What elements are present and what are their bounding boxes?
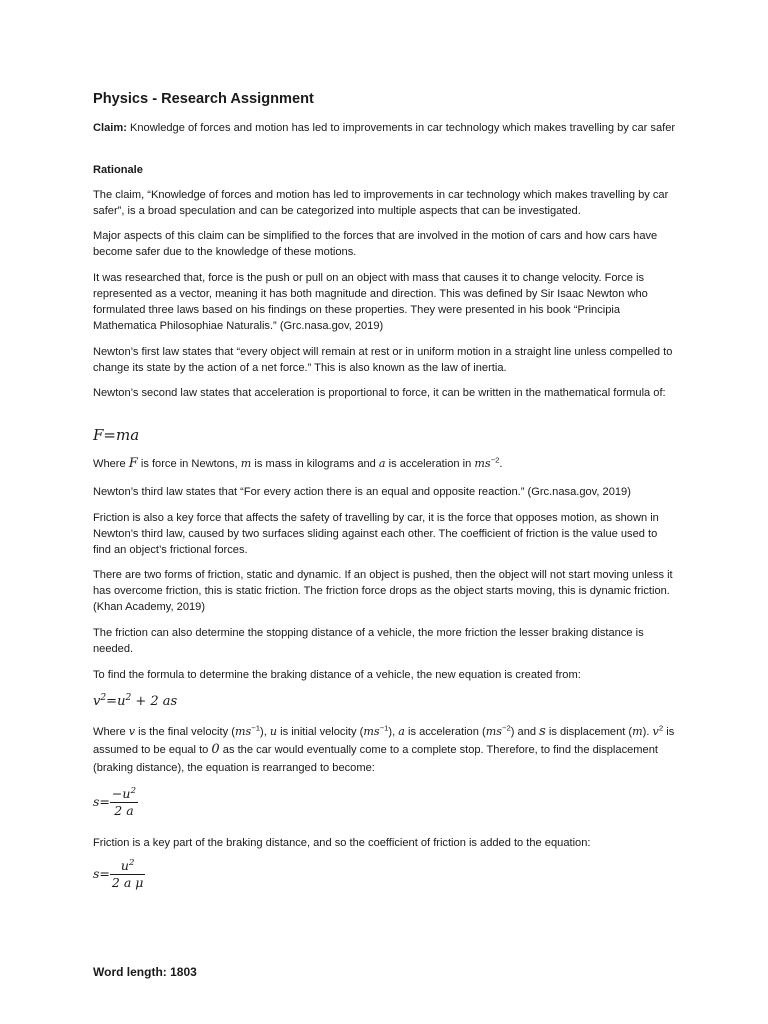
claim-text: Knowledge of forces and motion has led to improvements in car technology which makes travelling by car safer bbox=[126, 122, 676, 134]
paragraph-4: Newton’s first law states that “every object will remain at rest or in uniform motion in a straight line unless compelled to change its state by the action of a net force.” This is also known as the law of inertia. bbox=[93, 346, 673, 374]
paragraph-12: Where v is the final velocity $(ms^{-1})$, u is initial velocity $(ms^{-1})$, a is acceleration $(ms^{-2})$ and s is displacement (m). $v^2$ is assumed to be equal to 0 as the car would eventually come to a complete stop. Therefore, to find the displacement (braking distance), the equation is rearranged to become: bbox=[93, 723, 675, 774]
equation-s-friction: s= $\frac{u^2}{\text{2 a μ}}$ bbox=[93, 858, 144, 890]
equation-v-squared: $v^2=u^2 + 2$ as bbox=[93, 693, 178, 709]
paragraph-1: The claim, “Knowledge of forces and motion has led to improvements in car technology which makes travelling by car safer”, is a broad speculation and can be categorized into multiple aspects that can be investigated. bbox=[93, 189, 669, 217]
word-length: Word length: 1803 bbox=[93, 965, 197, 979]
paragraph-5: Newton’s second law states that acceleration is proportional to force, it can be written in the mathematical formula of: bbox=[93, 387, 666, 399]
paragraph-2: Major aspects of this claim can be simplified to the forces that are involved in the motion of cars and how cars have become safer due to the knowledge of these motions. bbox=[93, 230, 658, 258]
paragraph-8: Friction is also a key force that affects the safety of travelling by car, it is the force that opposes motion, as shown in Newton’s third law, caused by two surfaces sliding against each other. The coefficient of friction is the value used to find an object’s frictional forces. bbox=[93, 512, 659, 556]
equation-f-ma: F=ma bbox=[93, 426, 140, 444]
paragraph-13: Friction is a key part of the braking distance, and so the coefficient of friction is added to the equation: bbox=[93, 837, 591, 849]
paragraph-7: Newton’s third law states that “For every action there is an equal and opposite reaction.” (Grc.nasa.gov, 2019) bbox=[93, 486, 631, 498]
paragraph-6: Where F is force in Newtons, m is mass in kilograms and a is acceleration in $ms^{-2}$. bbox=[93, 455, 503, 471]
claim-label: Claim: bbox=[93, 122, 127, 134]
document-title: Physics - Research Assignment bbox=[93, 91, 314, 107]
equation-s-displacement: s= $\frac{-u^2}{2 a}$ bbox=[93, 786, 137, 818]
paragraph-9: There are two forms of friction, static and dynamic. If an object is pushed, then the object will not start moving unless it has overcome friction, this is static friction. The friction force drops as the object starts moving, this is dynamic friction. (Khan Academy, 2019) bbox=[93, 569, 673, 613]
claim-paragraph bbox=[93, 120, 678, 136]
paragraph-11: To find the formula to determine the braking distance of a vehicle, the new equation is created from: bbox=[93, 669, 581, 681]
rationale-heading: Rationale bbox=[93, 164, 143, 176]
paragraph-10: The friction can also determine the stopping distance of a vehicle, the more friction the lesser braking distance is needed. bbox=[93, 627, 644, 655]
paragraph-3: It was researched that, force is the push or pull on an object with mass that causes it to change velocity. Force is represented as a vector, meaning it has both magnitude and direction. This was defined by Sir Isaac Newton who formulated three laws based on his findings on these properties. They were presented in his book “Principia Mathematica Philosophiae Naturalis.” (Grc.nasa.gov, 2019) bbox=[93, 272, 648, 332]
